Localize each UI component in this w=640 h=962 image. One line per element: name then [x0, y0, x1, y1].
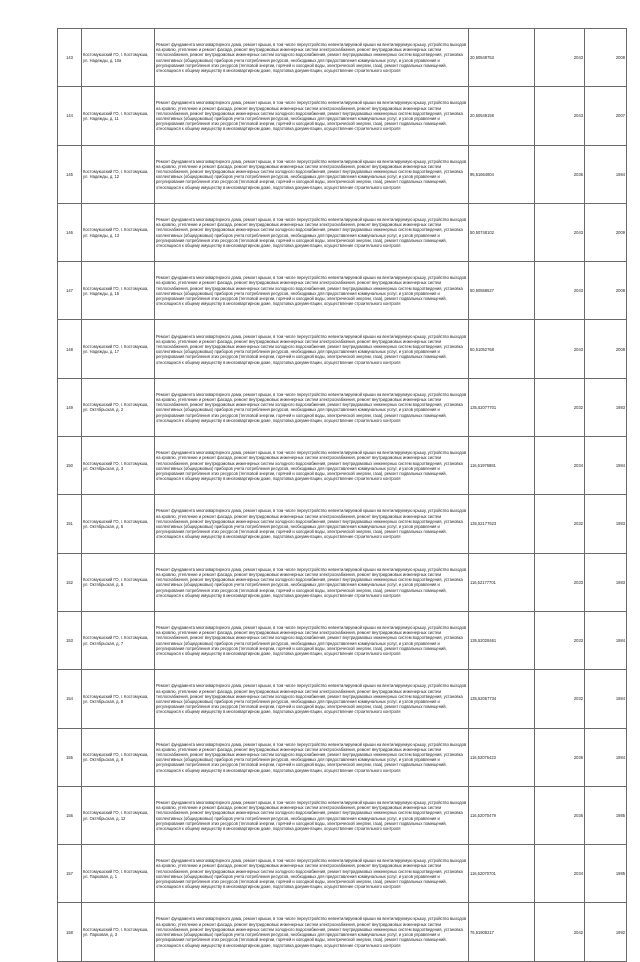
works-description-cell: Ремонт фундамента многоквартирного дома, ремонт крыши, в том числе переустройство невентилируемой крыши на вентилируемую крышу, устройство выходов на кровлю, утепление и ремонт фасада, ремонт внутридомовых инженерных систем электроснабжения, ремонт внутридомовых инженерных систем теплоснабжения, ремонт внутридомовых инженерных систем холодного водоснабжения, ремонт внутридомовых инженерных систем водоотведения, установка коллективных (общедомовых) приборов учета потребления ресурсов, необходимых для предоставления коммунальных услуг, и узлов управления и регулирования потребления этих ресурсов (тепловой энергии, горячей и холодной воды, электрической энергии, газа), ремонт подвальных помещений, относящихся к общему имуществу в многоквартирном доме, подготовка документации, осуществление строительного контроля: [155, 553, 469, 611]
works-description-cell: Ремонт фундамента многоквартирного дома, ремонт крыши, в том числе переустройство невентилируемой крыши на вентилируемую крышу, устройство выходов на кровлю, утепление и ремонт фасада, ремонт внутридомовых инженерных систем электроснабжения, ремонт внутридомовых инженерных систем теплоснабжения, ремонт внутридомовых инженерных систем холодного водоснабжения, ремонт внутридомовых инженерных систем водоотведения, установка коллективных (общедомовых) приборов учета потребления ресурсов, необходимых для предоставления коммунальных услуг, и узлов управления и регулирования потребления этих ресурсов (тепловой энергии, горячей и холодной воды, электрической энергии, газа), ремонт подвальных помещений, относящихся к общему имуществу в многоквартирном доме, подготовка документации, осуществление строительного контроля: [155, 611, 469, 669]
row-number-cell: 145: [58, 145, 82, 203]
works-description-cell: Ремонт фундамента многоквартирного дома, ремонт крыши, в том числе переустройство невентилируемой крыши на вентилируемую крышу, устройство выходов на кровлю, утепление и ремонт фасада, ремонт внутридомовых инженерных систем электроснабжения, ремонт внутридомовых инженерных систем теплоснабжения, ремонт внутридомовых инженерных систем холодного водоснабжения, ремонт внутридомовых инженерных систем водоотведения, установка коллективных (общедомовых) приборов учета потребления ресурсов, необходимых для предоставления коммунальных услуг, и узлов управления и регулирования потребления этих ресурсов (тепловой энергии, горячей и холодной воды, электрической энергии, газа), ремонт подвальных помещений, относящихся к общему имуществу в многоквартирном доме, подготовка документации, осуществление строительного контроля: [155, 495, 469, 553]
build-year-cell: 2008: [585, 262, 627, 320]
works-description-cell: Ремонт фундамента многоквартирного дома, ремонт крыши, в том числе переустройство невентилируемой крыши на вентилируемую крышу, устройство выходов на кровлю, утепление и ремонт фасада, ремонт внутридомовых инженерных систем электроснабжения, ремонт внутридомовых инженерных систем теплоснабжения, ремонт внутридомовых инженерных систем холодного водоснабжения, ремонт внутридомовых инженерных систем водоотведения, установка коллективных (общедомовых) приборов учета потребления ресурсов, необходимых для предоставления коммунальных услуг, и узлов управления и регулирования потребления этих ресурсов (тепловой энергии, горячей и холодной воды, электрической энергии, газа), ремонт подвальных помещений, относящихся к общему имуществу в многоквартирном доме, подготовка документации, осуществление строительного контроля: [155, 437, 469, 495]
area-value-cell: 50,50558627: [469, 262, 535, 320]
row-number-cell: 157: [58, 845, 82, 903]
build-year-cell: 1984: [585, 611, 627, 669]
works-description-cell: Ремонт фундамента многоквартирного дома, ремонт крыши, в том числе переустройство невентилируемой крыши на вентилируемую крышу, устройство выходов на кровлю, утепление и ремонт фасада, ремонт внутридомовых инженерных систем электроснабжения, ремонт внутридомовых инженерных систем теплоснабжения, ремонт внутридомовых инженерных систем холодного водоснабжения, ремонт внутридомовых инженерных систем водоотведения, установка коллективных (общедомовых) приборов учета потребления ресурсов, необходимых для предоставления коммунальных услуг, и узлов управления и регулирования потребления этих ресурсов (тепловой энергии, горячей и холодной воды, электрической энергии, газа), ремонт подвальных помещений, относящихся к общему имуществу в многоквартирном доме, подготовка документации, осуществление строительного контроля: [155, 145, 469, 203]
table-row: [58, 845, 627, 903]
row-number-cell: 149: [58, 378, 82, 436]
planned-year-cell: 2033: [535, 553, 585, 611]
works-description-cell: Ремонт фундамента многоквартирного дома, ремонт крыши, в том числе переустройство невентилируемой крыши на вентилируемую крышу, устройство выходов на кровлю, утепление и ремонт фасада, ремонт внутридомовых инженерных систем электроснабжения, ремонт внутридомовых инженерных систем теплоснабжения, ремонт внутридомовых инженерных систем холодного водоснабжения, ремонт внутридомовых инженерных систем водоотведения, установка коллективных (общедомовых) приборов учета потребления ресурсов, необходимых для предоставления коммунальных услуг, и узлов управления и регулирования потребления этих ресурсов (тепловой энергии, горячей и холодной воды, электрической энергии, газа), ремонт подвальных помещений, относящихся к общему имуществу в многоквартирном доме, подготовка документации, осуществление строительного контроля: [155, 670, 469, 728]
build-year-cell: 1984: [585, 145, 627, 203]
table-row: [58, 145, 627, 203]
works-description-cell: Ремонт фундамента многоквартирного дома, ремонт крыши, в том числе переустройство невентилируемой крыши на вентилируемую крышу, устройство выходов на кровлю, утепление и ремонт фасада, ремонт внутридомовых инженерных систем электроснабжения, ремонт внутридомовых инженерных систем теплоснабжения, ремонт внутридомовых инженерных систем холодного водоснабжения, ремонт внутридомовых инженерных систем водоотведения, установка коллективных (общедомовых) приборов учета потребления ресурсов, необходимых для предоставления коммунальных услуг, и узлов управления и регулирования потребления этих ресурсов (тепловой энергии, горячей и холодной воды, электрической энергии, газа), ремонт подвальных помещений, относящихся к общему имуществу в многоквартирном доме, подготовка документации, осуществление строительного контроля: [155, 87, 469, 145]
area-value-cell: 116,51976881: [469, 437, 535, 495]
works-description-cell: Ремонт фундамента многоквартирного дома, ремонт крыши, в том числе переустройство невентилируемой крыши на вентилируемую крышу, устройство выходов на кровлю, утепление и ремонт фасада, ремонт внутридомовых инженерных систем электроснабжения, ремонт внутридомовых инженерных систем теплоснабжения, ремонт внутридомовых инженерных систем холодного водоснабжения, ремонт внутридомовых инженерных систем водоотведения, установка коллективных (общедомовых) приборов учета потребления ресурсов, необходимых для предоставления коммунальных услуг, и узлов управления и регулирования потребления этих ресурсов (тепловой энергии, горячей и холодной воды, электрической энергии, газа), ремонт подвальных помещений, относящихся к общему имуществу в многоквартирном доме, подготовка документации, осуществление строительного контроля: [155, 903, 469, 961]
build-year-cell: 1984: [585, 670, 627, 728]
address-cell: Костомукшский ГО, г. Костомукша, ул. Октябрьская, д. 3: [82, 437, 155, 495]
build-year-cell: 1983: [585, 495, 627, 553]
build-year-cell: 1985: [585, 845, 627, 903]
works-description-cell: Ремонт фундамента многоквартирного дома, ремонт крыши, в том числе переустройство невентилируемой крыши на вентилируемую крышу, устройство выходов на кровлю, утепление и ремонт фасада, ремонт внутридомовых инженерных систем электроснабжения, ремонт внутридомовых инженерных систем теплоснабжения, ремонт внутридомовых инженерных систем холодного водоснабжения, ремонт внутридомовых инженерных систем водоотведения, установка коллективных (общедомовых) приборов учета потребления ресурсов, необходимых для предоставления коммунальных услуг, и узлов управления и регулирования потребления этих ресурсов (тепловой энергии, горячей и холодной воды, электрической энергии, газа), ремонт подвальных помещений, относящихся к общему имуществу в многоквартирном доме, подготовка документации, осуществление строительного контроля: [155, 320, 469, 378]
area-value-cell: 116,52070479: [469, 786, 535, 844]
build-year-cell: 1984: [585, 437, 627, 495]
planned-year-cell: 2032: [535, 378, 585, 436]
works-description-cell: Ремонт фундамента многоквартирного дома, ремонт крыши, в том числе переустройство невентилируемой крыши на вентилируемую крышу, устройство выходов на кровлю, утепление и ремонт фасада, ремонт внутридомовых инженерных систем электроснабжения, ремонт внутридомовых инженерных систем теплоснабжения, ремонт внутридомовых инженерных систем холодного водоснабжения, ремонт внутридомовых инженерных систем водоотведения, установка коллективных (общедомовых) приборов учета потребления ресурсов, необходимых для предоставления коммунальных услуг, и узлов управления и регулирования потребления этих ресурсов (тепловой энергии, горячей и холодной воды, электрической энергии, газа), ремонт подвальных помещений, относящихся к общему имуществу в многоквартирном доме, подготовка документации, осуществление строительного контроля: [155, 262, 469, 320]
table-row: [58, 203, 627, 261]
row-number-cell: 155: [58, 728, 82, 786]
address-cell: Костомукшский ГО, г. Костомукша, ул. Надежды, д. 12: [82, 145, 155, 203]
works-description-cell: Ремонт фундамента многоквартирного дома, ремонт крыши, в том числе переустройство невентилируемой крыши на вентилируемую крышу, устройство выходов на кровлю, утепление и ремонт фасада, ремонт внутридомовых инженерных систем электроснабжения, ремонт внутридомовых инженерных систем теплоснабжения, ремонт внутридомовых инженерных систем холодного водоснабжения, ремонт внутридомовых инженерных систем водоотведения, установка коллективных (общедомовых) приборов учета потребления ресурсов, необходимых для предоставления коммунальных услуг, и узлов управления и регулирования потребления этих ресурсов (тепловой энергии, горячей и холодной воды, электрической энергии, газа), ремонт подвальных помещений, относящихся к общему имуществу в многоквартирном доме, подготовка документации, осуществление строительного контроля: [155, 203, 469, 261]
build-year-cell: 2007: [585, 87, 627, 145]
table-row: [58, 786, 627, 844]
build-year-cell: 1983: [585, 378, 627, 436]
works-table-body: [58, 29, 627, 962]
works-description-cell: Ремонт фундамента многоквартирного дома, ремонт крыши, в том числе переустройство невентилируемой крыши на вентилируемую крышу, устройство выходов на кровлю, утепление и ремонт фасада, ремонт внутридомовых инженерных систем электроснабжения, ремонт внутридомовых инженерных систем теплоснабжения, ремонт внутридомовых инженерных систем холодного водоснабжения, ремонт внутридомовых инженерных систем водоотведения, установка коллективных (общедомовых) приборов учета потребления ресурсов, необходимых для предоставления коммунальных услуг, и узлов управления и регулирования потребления этих ресурсов (тепловой энергии, горячей и холодной воды, электрической энергии, газа), ремонт подвальных помещений, относящихся к общему имуществу в многоквартирном доме, подготовка документации, осуществление строительного контроля: [155, 845, 469, 903]
address-cell: Костомукшский ГО, г. Костомукша, ул. Октябрьская, д. 5: [82, 495, 155, 553]
table-row: [58, 320, 627, 378]
build-year-cell: 2009: [585, 203, 627, 261]
planned-year-cell: 2032: [535, 495, 585, 553]
area-value-cell: 135,52177623: [469, 495, 535, 553]
table-row: [58, 553, 627, 611]
table-row: [58, 728, 627, 786]
address-cell: Костомукшский ГО, г. Костомукша, ул. Парковая, д. 3: [82, 903, 155, 961]
area-value-cell: 116,52177701: [469, 553, 535, 611]
table-row: [58, 87, 627, 145]
planned-year-cell: 2042: [535, 903, 585, 961]
address-cell: Костомукшский ГО, г. Костомукша, ул. Надежды, д. 10а: [82, 29, 155, 87]
table-row: [58, 378, 627, 436]
row-number-cell: 148: [58, 320, 82, 378]
planned-year-cell: 2033: [535, 611, 585, 669]
build-year-cell: 2008: [585, 320, 627, 378]
build-year-cell: 1985: [585, 786, 627, 844]
table-row: [58, 262, 627, 320]
works-description-cell: Ремонт фундамента многоквартирного дома, ремонт крыши, в том числе переустройство невентилируемой крыши на вентилируемую крышу, устройство выходов на кровлю, утепление и ремонт фасада, ремонт внутридомовых инженерных систем электроснабжения, ремонт внутридомовых инженерных систем теплоснабжения, ремонт внутридомовых инженерных систем холодного водоснабжения, ремонт внутридомовых инженерных систем водоотведения, установка коллективных (общедомовых) приборов учета потребления ресурсов, необходимых для предоставления коммунальных услуг, и узлов управления и регулирования потребления этих ресурсов (тепловой энергии, горячей и холодной воды, электрической энергии, газа), ремонт подвальных помещений, относящихся к общему имуществу в многоквартирном доме, подготовка документации, осуществление строительного контроля: [155, 378, 469, 436]
address-cell: Костомукшский ГО, г. Костомукша, ул. Октябрьская, д. 12: [82, 786, 155, 844]
planned-year-cell: 2043: [535, 262, 585, 320]
address-cell: Костомукшский ГО, г. Костомукша, ул. Октябрьская, д. 9: [82, 728, 155, 786]
build-year-cell: 1984: [585, 728, 627, 786]
row-number-cell: 146: [58, 203, 82, 261]
build-year-cell: 1992: [585, 903, 627, 961]
table-row: [58, 903, 627, 961]
area-value-cell: 135,52067734: [469, 670, 535, 728]
planned-year-cell: 2043: [535, 320, 585, 378]
address-cell: Костомукшский ГО, г. Костомукша, ул. Октябрьская, д. 7: [82, 611, 155, 669]
area-value-cell: 50,50748102: [469, 203, 535, 261]
address-cell: Костомукшский ГО, г. Костомукша, ул. Октябрьская, д. 8: [82, 670, 155, 728]
area-value-cell: 75,51908217: [469, 903, 535, 961]
table-row: [58, 611, 627, 669]
planned-year-cell: 2034: [535, 845, 585, 903]
row-number-cell: 150: [58, 437, 82, 495]
area-value-cell: 20,50549753: [469, 29, 535, 87]
address-cell: Костомукшский ГО, г. Костомукша, ул. Надежды, д. 11: [82, 87, 155, 145]
works-description-cell: Ремонт фундамента многоквартирного дома, ремонт крыши, в том числе переустройство невентилируемой крыши на вентилируемую крышу, устройство выходов на кровлю, утепление и ремонт фасада, ремонт внутридомовых инженерных систем электроснабжения, ремонт внутридомовых инженерных систем теплоснабжения, ремонт внутридомовых инженерных систем холодного водоснабжения, ремонт внутридомовых инженерных систем водоотведения, установка коллективных (общедомовых) приборов учета потребления ресурсов, необходимых для предоставления коммунальных услуг, и узлов управления и регулирования потребления этих ресурсов (тепловой энергии, горячей и холодной воды, электрической энергии, газа), ремонт подвальных помещений, относящихся к общему имуществу в многоквартирном доме, подготовка документации, осуществление строительного контроля: [155, 728, 469, 786]
build-year-cell: 1983: [585, 553, 627, 611]
table-row: [58, 670, 627, 728]
address-cell: Костомукшский ГО, г. Костомукша, ул. Надежды, д. 13: [82, 203, 155, 261]
address-cell: Костомукшский ГО, г. Костомукша, ул. Октябрьская, д. 6: [82, 553, 155, 611]
planned-year-cell: 2043: [535, 203, 585, 261]
row-number-cell: 144: [58, 87, 82, 145]
area-value-cell: 20,50549158: [469, 87, 535, 145]
address-cell: Костомукшский ГО, г. Костомукша, ул. Октябрьская, д. 2: [82, 378, 155, 436]
planned-year-cell: 2036: [535, 728, 585, 786]
planned-year-cell: 2036: [535, 145, 585, 203]
row-number-cell: 154: [58, 670, 82, 728]
area-value-cell: 135,52077701: [469, 378, 535, 436]
table-row: [58, 29, 627, 87]
row-number-cell: 156: [58, 786, 82, 844]
area-value-cell: 135,52028461: [469, 611, 535, 669]
row-number-cell: 147: [58, 262, 82, 320]
address-cell: Костомукшский ГО, г. Костомукша, ул. Надежды, д. 17: [82, 320, 155, 378]
address-cell: Костомукшский ГО, г. Костомукша, ул. Надежды, д. 15: [82, 262, 155, 320]
table-row: [58, 437, 627, 495]
planned-year-cell: 2036: [535, 786, 585, 844]
row-number-cell: 143: [58, 29, 82, 87]
planned-year-cell: 2032: [535, 670, 585, 728]
area-value-cell: 50,51052768: [469, 320, 535, 378]
area-value-cell: 95,51664804: [469, 145, 535, 203]
planned-year-cell: 2043: [535, 29, 585, 87]
works-table: [57, 28, 627, 962]
area-value-cell: 116,52076423: [469, 728, 535, 786]
row-number-cell: 152: [58, 553, 82, 611]
works-description-cell: Ремонт фундамента многоквартирного дома, ремонт крыши, в том числе переустройство невентилируемой крыши на вентилируемую крышу, устройство выходов на кровлю, утепление и ремонт фасада, ремонт внутридомовых инженерных систем электроснабжения, ремонт внутридомовых инженерных систем теплоснабжения, ремонт внутридомовых инженерных систем холодного водоснабжения, ремонт внутридомовых инженерных систем водоотведения, установка коллективных (общедомовых) приборов учета потребления ресурсов, необходимых для предоставления коммунальных услуг, и узлов управления и регулирования потребления этих ресурсов (тепловой энергии, горячей и холодной воды, электрической энергии, газа), ремонт подвальных помещений, относящихся к общему имуществу в многоквартирном доме, подготовка документации, осуществление строительного контроля: [155, 786, 469, 844]
planned-year-cell: 2043: [535, 87, 585, 145]
planned-year-cell: 2034: [535, 437, 585, 495]
works-description-cell: Ремонт фундамента многоквартирного дома, ремонт крыши, в том числе переустройство невентилируемой крыши на вентилируемую крышу, устройство выходов на кровлю, утепление и ремонт фасада, ремонт внутридомовых инженерных систем электроснабжения, ремонт внутридомовых инженерных систем теплоснабжения, ремонт внутридомовых инженерных систем холодного водоснабжения, ремонт внутридомовых инженерных систем водоотведения, установка коллективных (общедомовых) приборов учета потребления ресурсов, необходимых для предоставления коммунальных услуг, и узлов управления и регулирования потребления этих ресурсов (тепловой энергии, горячей и холодной воды, электрической энергии, газа), ремонт подвальных помещений, относящихся к общему имуществу в многоквартирном доме, подготовка документации, осуществление строительного контроля: [155, 29, 469, 87]
row-number-cell: 151: [58, 495, 82, 553]
area-value-cell: 116,52070701: [469, 845, 535, 903]
address-cell: Костомукшский ГО, г. Костомукша, ул. Парковая, д. 1: [82, 845, 155, 903]
row-number-cell: 158: [58, 903, 82, 961]
table-row: [58, 495, 627, 553]
build-year-cell: 2008: [585, 29, 627, 87]
row-number-cell: 153: [58, 611, 82, 669]
